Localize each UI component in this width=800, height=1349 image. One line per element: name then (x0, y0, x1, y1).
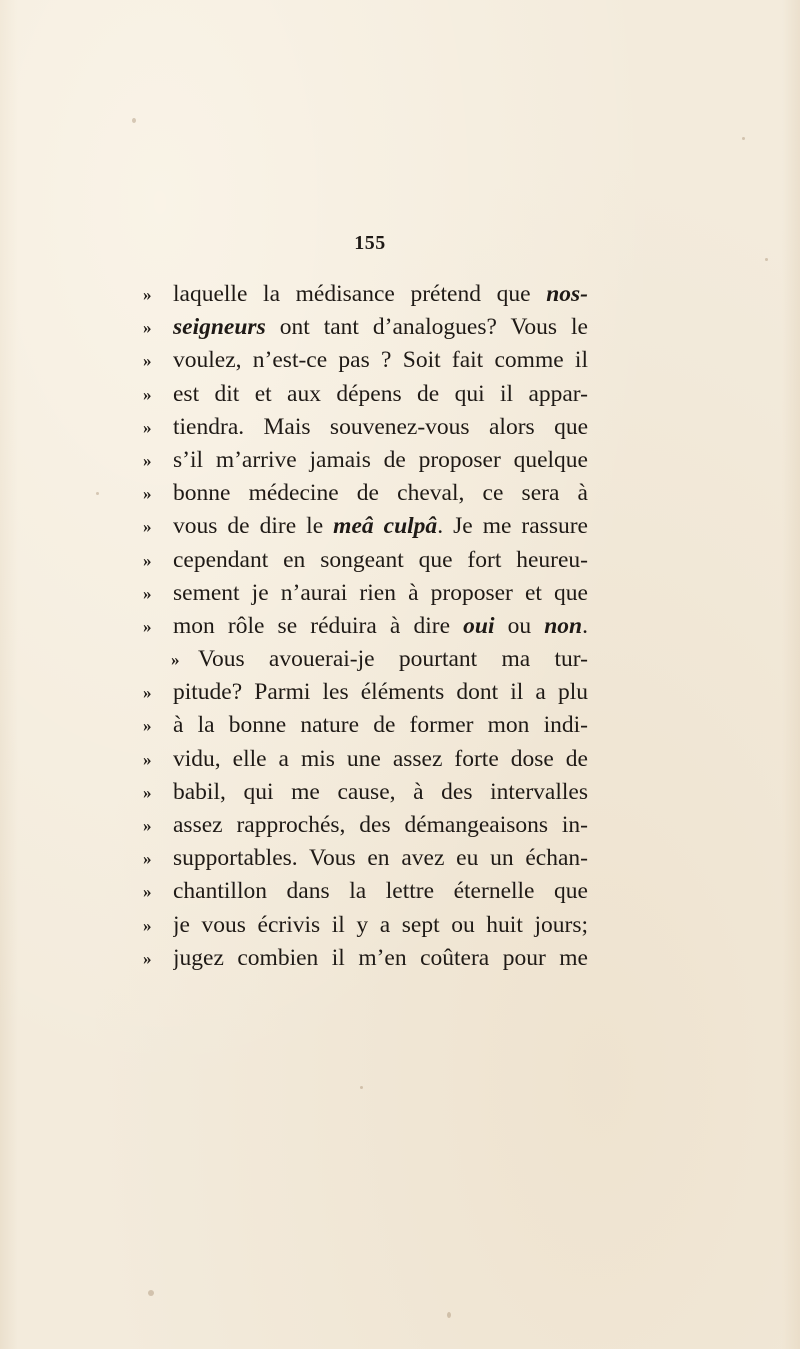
quote-mark: » (143, 484, 152, 504)
text-run: est dit et aux dépens de qui il appar- (173, 380, 588, 407)
text-run: voulez, n’est-ce pas ? Soit fait comme il (173, 347, 588, 374)
quote-mark: » (171, 650, 180, 670)
line-text (173, 610, 588, 643)
line-text (173, 411, 588, 444)
line-text (173, 909, 588, 942)
quote-mark: » (143, 318, 152, 338)
line-text (173, 809, 588, 842)
quote-mark: » (143, 351, 152, 371)
text-run: mon rôle se réduira à dire (173, 612, 464, 639)
quote-mark: » (143, 683, 152, 703)
text-line (143, 311, 588, 344)
body-text (143, 278, 588, 975)
line-text (173, 776, 588, 809)
paper-fleck (447, 1312, 451, 1318)
paper-fleck (360, 1086, 363, 1089)
line-text (173, 842, 588, 875)
text-line (143, 676, 588, 709)
quote-mark: » (143, 782, 152, 802)
text-line (143, 510, 588, 543)
paper-fleck (742, 137, 745, 140)
italic-run: nos- (546, 281, 588, 307)
text-line (143, 411, 588, 444)
line-text (173, 544, 588, 577)
page-number: 155 (354, 232, 386, 254)
line-text (173, 743, 588, 776)
text-run: laquelle la médisance prétend que (173, 281, 547, 307)
text-run: assez rapprochés, des démangeaisons in- (173, 812, 588, 838)
text-run: chantillon dans la lettre éternelle que (173, 878, 588, 905)
text-run: je vous écrivis il y a sept ou huit jours; (173, 911, 588, 938)
line-text (173, 709, 588, 742)
text-run: bonne médecine de cheval, ce sera à (173, 480, 588, 507)
quote-mark: » (143, 749, 152, 769)
text-run: pitude? Parmi les éléments dont il a plu (173, 679, 588, 706)
quote-mark: » (143, 616, 152, 636)
text-run: supportables. Vous en avez eu un échan- (173, 845, 588, 872)
text-line (143, 709, 588, 742)
text-run: babil, qui me cause, à des intervalles (173, 778, 588, 805)
line-text (173, 344, 588, 377)
text-line (143, 610, 588, 643)
text-run: jugez combien il m’en coûtera pour me (173, 944, 588, 971)
line-text (173, 378, 588, 411)
quote-mark: » (143, 285, 152, 304)
text-run: tiendra. Mais souvenez-vous alors que (173, 413, 588, 440)
quote-mark: » (143, 849, 152, 869)
text-run: vidu, elle a mis une assez forte dose de (173, 745, 588, 772)
text-run: . Je me rassure (437, 513, 588, 540)
text-line (143, 909, 588, 942)
text-line (143, 643, 588, 676)
quote-mark: » (143, 450, 152, 470)
line-text (173, 942, 588, 975)
text-run: . (582, 612, 588, 639)
text-run: sement je n’aurai rien à proposer et que (173, 579, 588, 606)
paper-fleck (96, 492, 99, 495)
line-text (173, 577, 588, 610)
line-text (173, 676, 588, 709)
text-line (143, 378, 588, 411)
italic-run: seigneurs (173, 314, 266, 341)
quote-mark: » (143, 417, 152, 437)
quote-mark: » (143, 550, 152, 570)
quote-mark: » (143, 915, 152, 935)
line-text (173, 875, 588, 908)
text-line (143, 809, 588, 842)
quote-mark: » (143, 948, 152, 968)
quote-mark: » (143, 583, 152, 603)
text-run: ou (494, 612, 545, 639)
text-line (143, 942, 588, 975)
text-run: ont tant d’analogues? Vous le (265, 314, 588, 341)
line-text (173, 444, 588, 477)
quote-mark: » (143, 384, 152, 404)
text-line (143, 743, 588, 776)
text-line (143, 544, 588, 577)
line-text (173, 477, 588, 510)
paper-fleck (765, 258, 768, 261)
line-text (198, 643, 588, 676)
text-run: à la bonne nature de former mon indi- (173, 712, 588, 739)
text-line (143, 444, 588, 477)
quote-mark: » (143, 882, 152, 902)
italic-run: non (544, 612, 583, 639)
text-line (143, 344, 588, 377)
quote-mark: » (143, 816, 152, 835)
quote-mark: » (143, 716, 152, 736)
text-run: s’il m’arrive jamais de proposer quelque (173, 446, 588, 473)
text-line (143, 776, 588, 809)
line-text (173, 510, 588, 543)
italic-run: oui (463, 612, 495, 639)
text-run: cependant en songeant que fort heureu- (173, 546, 588, 573)
text-line (143, 477, 588, 510)
line-text (173, 311, 588, 344)
line-text (173, 278, 588, 311)
paper-fleck (148, 1290, 154, 1296)
text-run: vous de dire le (173, 513, 334, 540)
paper-fleck (132, 118, 136, 123)
text-line (143, 577, 588, 610)
text-line (143, 842, 588, 875)
text-line (143, 278, 588, 311)
text-line (143, 875, 588, 908)
quote-mark: » (143, 517, 152, 537)
text-run: Vous avouerai-je pourtant ma tur- (198, 646, 588, 673)
italic-run: meâ culpâ (333, 513, 438, 540)
